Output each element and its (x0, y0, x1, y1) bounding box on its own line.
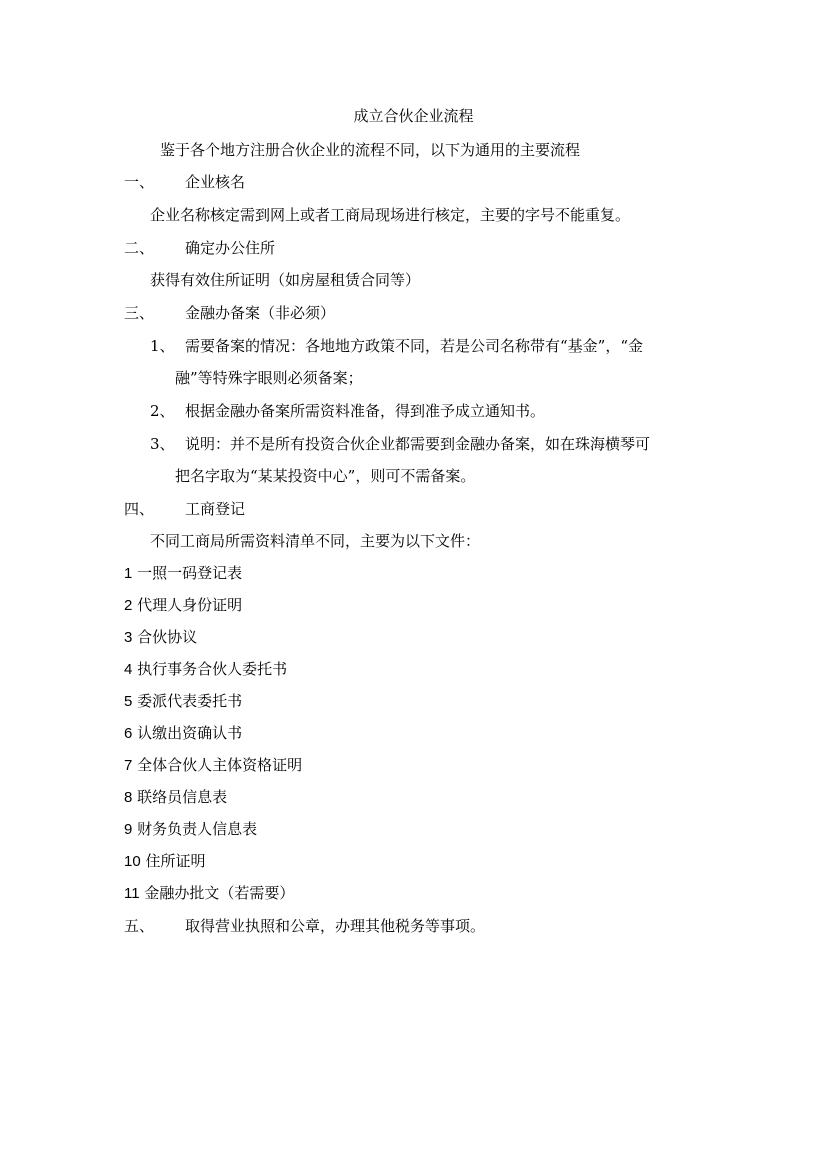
document-list-item: 9 财务负责人信息表 (124, 820, 258, 838)
intro-paragraph: 鉴于各个地方注册合伙企业的流程不同，以下为通用的主要流程 (160, 141, 581, 159)
section-5-number: 五、 (124, 917, 155, 935)
section-3-number: 三、 (124, 304, 155, 322)
section-3-item-3-number: 3、 (150, 435, 175, 453)
document-list-item: 8 联络员信息表 (124, 788, 228, 806)
section-3-item-1-number: 1、 (150, 337, 175, 355)
section-3-item-1-line-1: 需要备案的情况：各地地方政策不同，若是公司名称带有“基金”，“金 (185, 337, 644, 355)
document-list-item: 7 全体合伙人主体资格证明 (124, 756, 303, 774)
section-3-heading: 金融办备案（非必须） (185, 304, 336, 322)
section-3-item-3-line-2: 把名字取为“某某投资中心”，则可不需备案。 (175, 467, 476, 485)
document-list-item: 4 执行事务合伙人委托书 (124, 660, 288, 678)
document-list-item: 2 代理人身份证明 (124, 596, 243, 614)
section-3-item-3-line-1: 说明：并不是所有投资合伙企业都需要到金融办备案，如在珠海横琴可 (185, 435, 651, 453)
section-4-body: 不同工商局所需资料清单不同，主要为以下文件： (150, 532, 481, 550)
section-2-body: 获得有效住所证明（如房屋租赁合同等） (150, 271, 421, 289)
section-2-heading: 确定办公住所 (185, 239, 276, 257)
document-list-item: 1 一照一码登记表 (124, 564, 243, 582)
section-5-heading: 取得营业执照和公章，办理其他税务等事项。 (185, 917, 486, 935)
section-3-item-1-line-2: 融”等特殊字眼则必须备案； (175, 369, 363, 387)
document-list-item: 10 住所证明 (124, 852, 206, 870)
section-1-body: 企业名称核定需到网上或者工商局现场进行核定，主要的字号不能重复。 (150, 206, 631, 224)
document-list-item: 6 认缴出资确认书 (124, 724, 243, 742)
section-1-heading: 企业核名 (185, 173, 246, 191)
section-3-item-2-line-1: 根据金融办备案所需资料准备，得到准予成立通知书。 (185, 402, 546, 420)
section-3-item-2-number: 2、 (150, 402, 175, 420)
document-title: 成立合伙企业流程 (353, 107, 474, 125)
document-list-item: 3 合伙协议 (124, 628, 198, 646)
section-2-number: 二、 (124, 239, 155, 257)
document-list-item: 11 金融办批文（若需要） (124, 884, 295, 902)
section-4-heading: 工商登记 (185, 500, 246, 518)
section-1-number: 一、 (124, 173, 155, 191)
section-4-number: 四、 (124, 500, 155, 518)
document-list-item: 5 委派代表委托书 (124, 692, 243, 710)
